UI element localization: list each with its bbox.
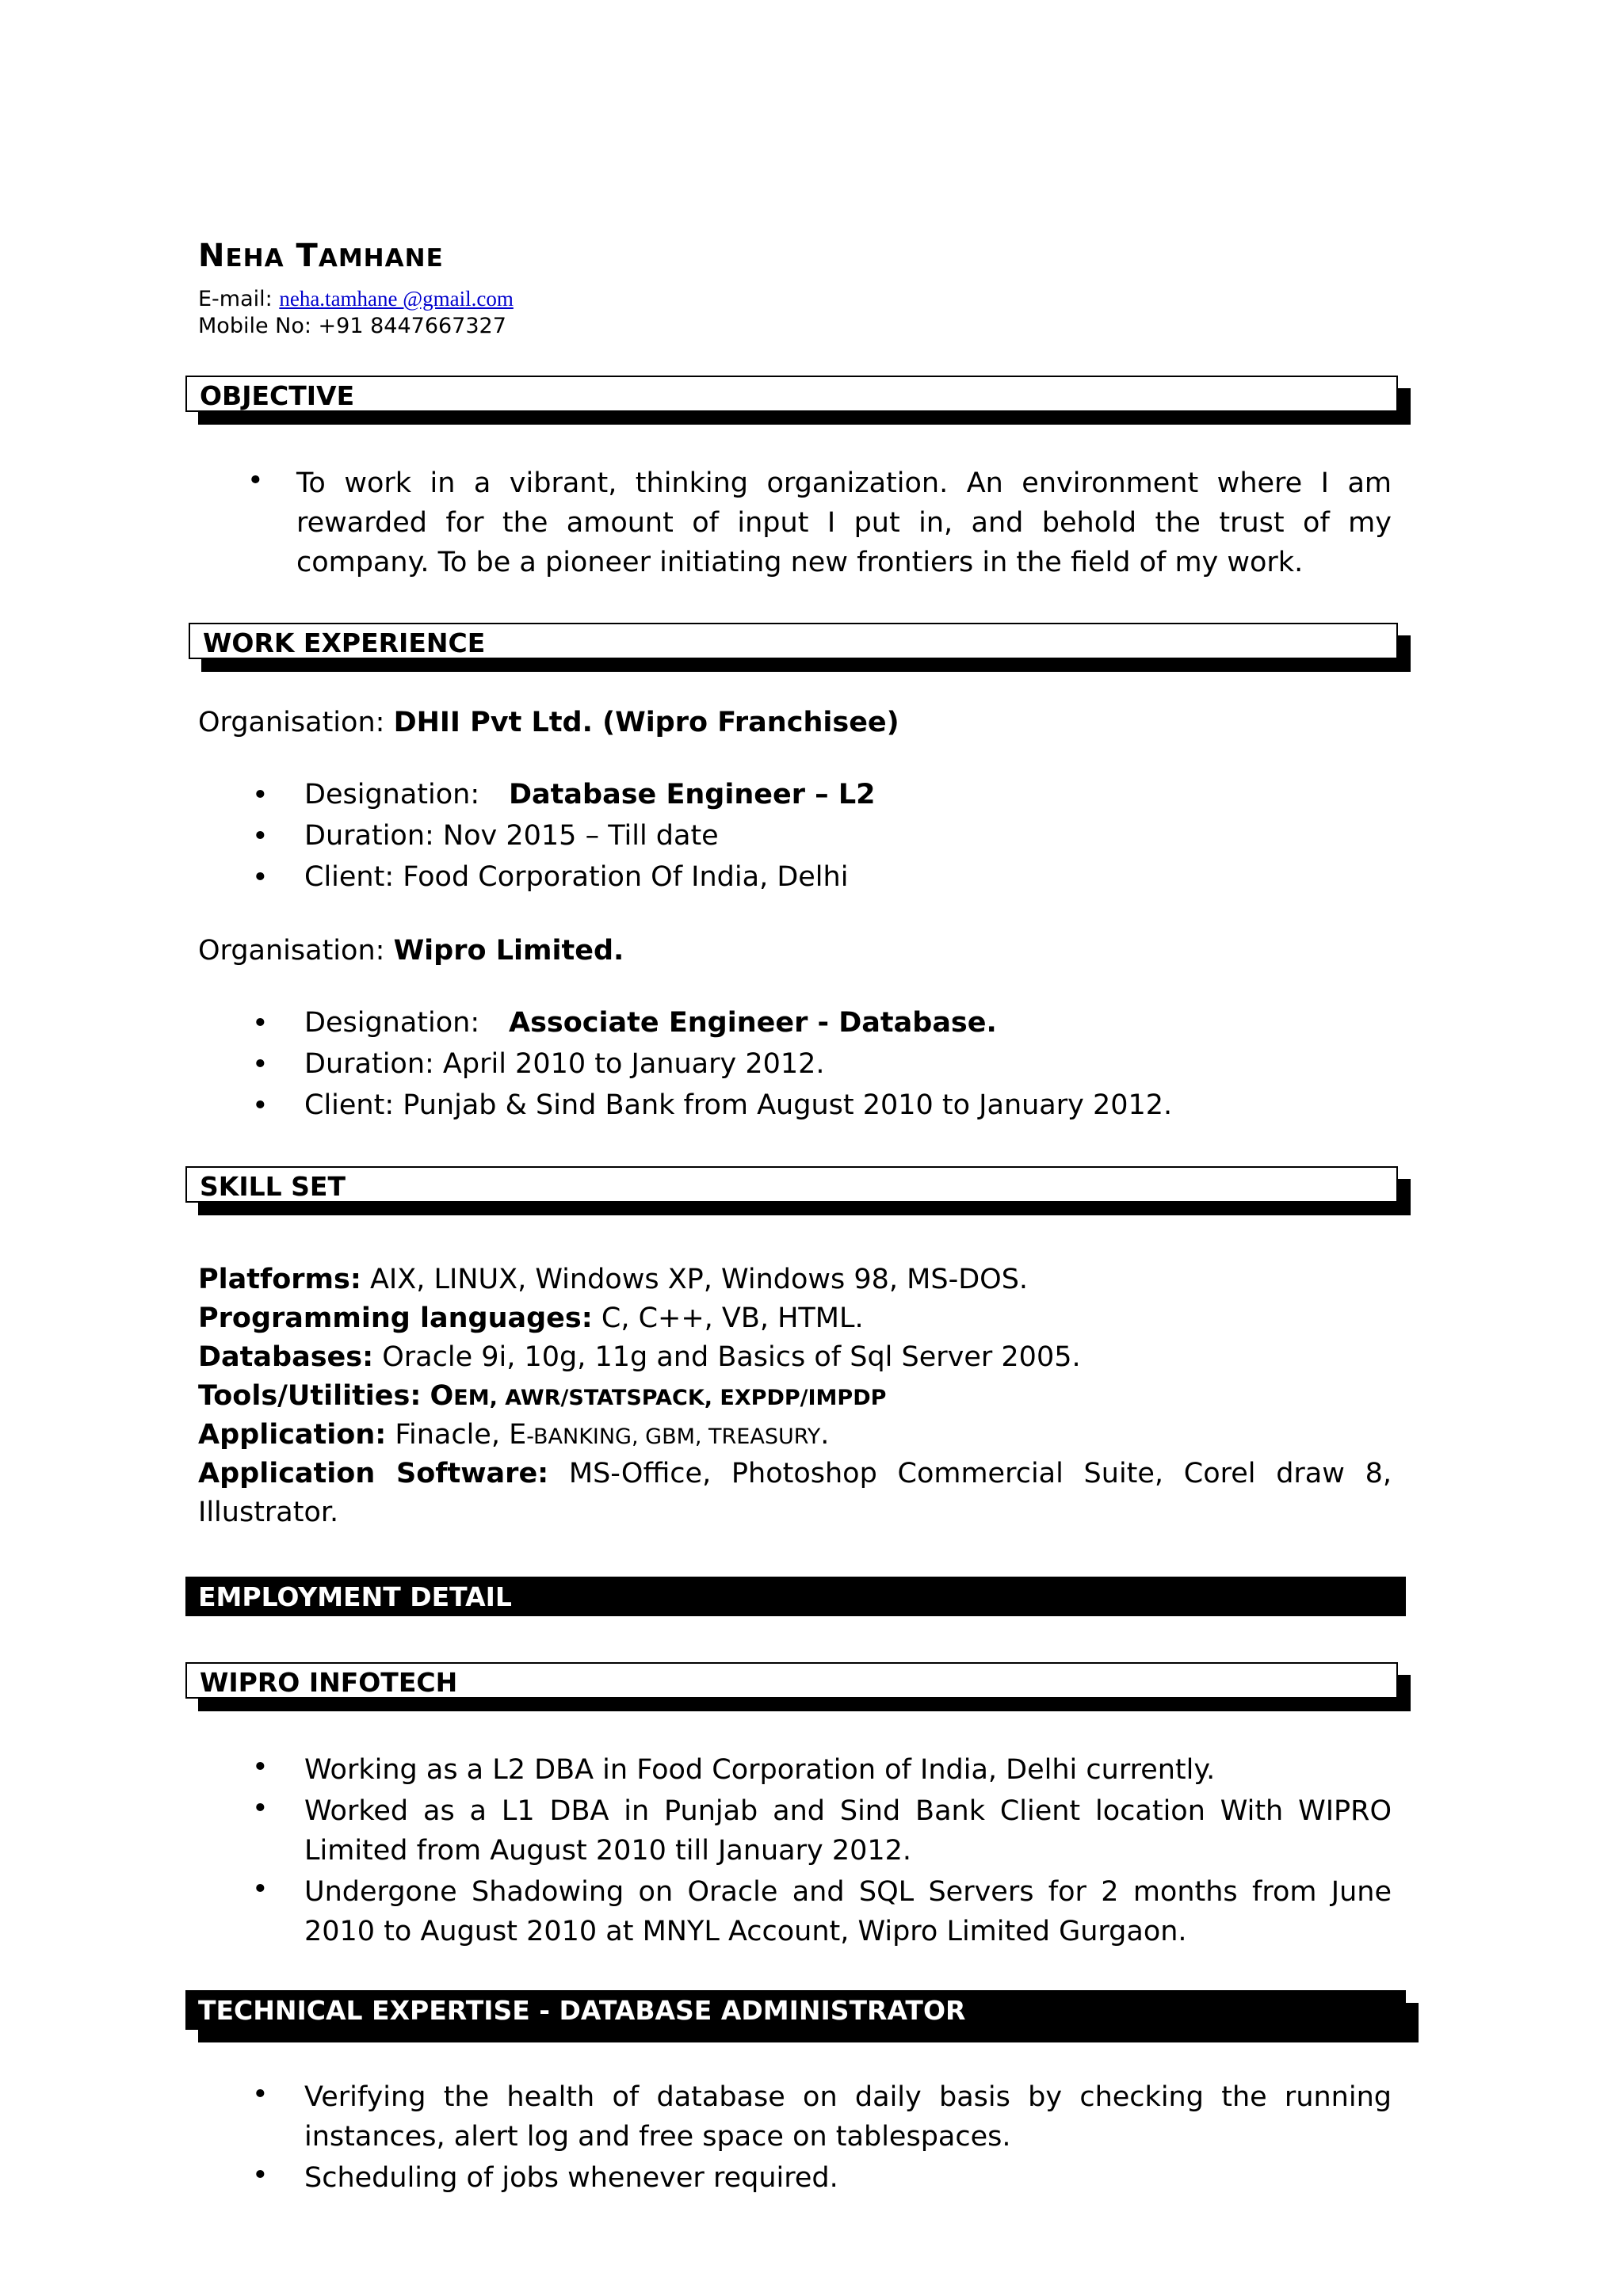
list-item: Undergone Shadowing on Oracle and SQL Servers for 2 months from June 2010 to August 2010 at MNYL Account, Wipro Limited Gurgaon. [304,1876,1392,1947]
skill-value-initial: O [430,1380,454,1412]
duration-line: Duration: April 2010 to January 2012. [304,1048,825,1080]
skill-app-software-cont: Illustrator. [198,1497,339,1528]
bullet-icon: • [247,465,264,497]
list-item: Worked as a L1 DBA in Punjab and Sind Bank Client location With WIPRO Limited from August 2010 till January 2012. [304,1795,1392,1867]
section-title: WORK EXPERIENCE [203,627,486,658]
bullet-icon: • [252,780,269,811]
section-title: WIPRO INFOTECH [200,1667,458,1698]
skill-value: EM, AWR/STATSPACK, EXPDP/IMPDP [453,1386,887,1410]
organisation-line [198,935,624,967]
bullet-icon: • [252,2079,269,2111]
skill-value-initial: E [509,1419,527,1451]
section-header-technical-expertise [185,1990,1406,2030]
organisation-line [198,707,899,738]
bullet-icon: • [252,1049,269,1081]
section-title: OBJECTIVE [200,380,355,411]
objective-text: To work in a vibrant, thinking organization. An environment where I am rewarded for the amount of input I put in, and behold the trust of my company. To be a pioneer initiating new frontiers in the field of my work. [296,467,1392,578]
skill-label: Platforms: [198,1264,361,1295]
designation-value: Database Engineer – L2 [509,779,876,810]
section-header-wipro-infotech [185,1662,1398,1699]
client-line: Client: Punjab & Sind Bank from August 2010 to January 2012. [304,1089,1173,1121]
bullet-icon: • [252,1090,269,1122]
designation-line [304,1007,479,1039]
skill-application [198,1419,829,1451]
duration-line: Duration: Nov 2015 – Till date [304,820,719,852]
skill-tools [198,1380,886,1412]
list-item: Verifying the health of database on daily basis by checking the running instances, alert log and free space on tablespaces. [304,2081,1392,2153]
section-header-objective [185,376,1398,412]
designation-value: Associate Engineer - Database. [509,1007,997,1039]
organisation-label: Organisation: [198,707,385,738]
skill-databases [198,1341,1081,1373]
client-line: Client: Food Corporation Of India, Delhi [304,861,849,893]
designation-label: Designation: [304,779,480,810]
email-line [198,287,514,311]
skill-label: Programming languages: [198,1302,593,1334]
skill-value: Finacle, [395,1419,510,1451]
bullet-icon: • [252,1752,269,1783]
skill-value: AIX, LINUX, Windows XP, Windows 98, MS-DOS. [369,1264,1029,1295]
skill-app-software [198,1458,1392,1489]
organisation-label: Organisation: [198,935,385,967]
skill-value-end: . [820,1419,830,1451]
skill-value: MS-Office, Photoshop Commercial Suite, Corel draw 8, [568,1458,1392,1489]
section-header-work-experience [189,623,1398,659]
skill-value: Oracle 9i, 10g, 11g and Basics of Sql Server 2005. [382,1341,1081,1373]
bullet-icon: • [252,1008,269,1039]
list-item: Working as a L2 DBA in Food Corporation of India, Delhi currently. [304,1754,1216,1786]
bullet-icon: • [252,862,269,894]
skill-platforms [198,1264,1028,1295]
mobile-line: Mobile No: +91 8447667327 [198,314,506,338]
skill-value-smallcaps: -BANKING, GBM, TREASURY [526,1425,821,1449]
email-label: E-mail: [198,287,273,311]
skill-label: Tools/Utilities: [198,1380,422,1412]
email-link[interactable]: neha.tamhane @gmail.com [279,287,514,311]
section-header-employment-detail [185,1577,1406,1616]
designation-label: Designation: [304,1007,480,1039]
section-title: EMPLOYMENT DETAIL [198,1581,512,1612]
bullet-icon: • [252,1793,269,1825]
skill-label: Application Software: [198,1458,549,1489]
list-item: Scheduling of jobs whenever required. [304,2162,838,2194]
bullet-icon: • [252,1874,269,1905]
organisation-name: Wipro Limited. [393,935,624,967]
section-title: SKILL SET [200,1171,346,1202]
skill-label: Databases: [198,1341,374,1373]
skill-label: Application: [198,1419,387,1451]
designation-line [304,779,479,810]
section-title: TECHNICAL EXPERTISE - DATABASE ADMINISTRATOR [198,1995,966,2026]
candidate-name: NEHA TAMHANE [198,238,444,274]
bullet-icon: • [252,2160,269,2191]
organisation-name: DHII Pvt Ltd. (Wipro Franchisee) [393,707,899,738]
skill-programming [198,1302,864,1334]
skill-value: C, C++, VB, HTML. [601,1302,864,1334]
section-header-skill-set [185,1166,1398,1203]
bullet-icon: • [252,821,269,852]
